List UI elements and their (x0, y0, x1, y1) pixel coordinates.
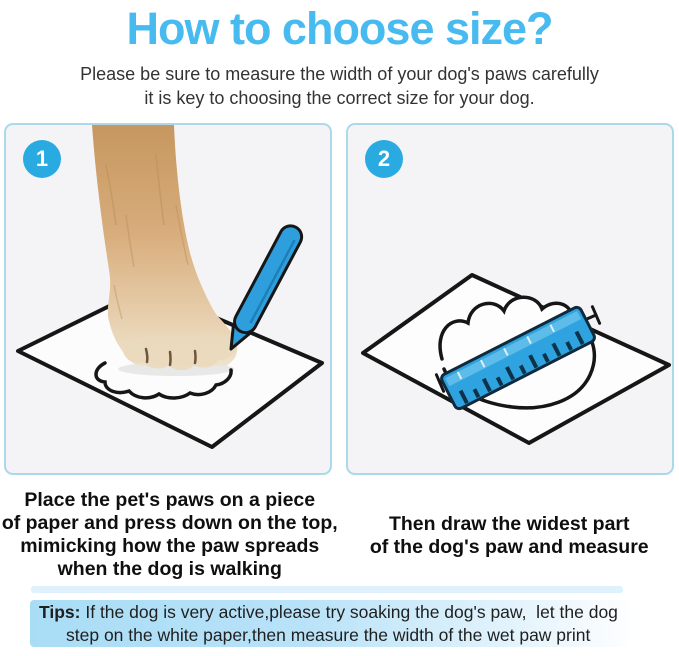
tips-banner (30, 600, 630, 647)
dog-leg-photo (92, 125, 237, 370)
marker-pen-icon (221, 222, 305, 354)
subtitle-line-2: it is key to choosing the correct size for your dog. (144, 88, 535, 108)
step-2-panel (346, 123, 674, 475)
tips-line-2: step on the white paper,then measure the width of the wet paw print (66, 625, 591, 645)
step-1-caption-line: when the dog is walking (57, 558, 282, 580)
step-1-caption-line: of paper and press down on the top, (1, 512, 338, 534)
subtitle-line-1: Please be sure to measure the width of your dog's paws carefully (80, 64, 599, 84)
step-captions (0, 489, 679, 581)
page-title: How to choose size? (126, 3, 553, 54)
step-1-panel (4, 123, 332, 475)
subtitle (0, 62, 679, 110)
step-1-caption-line: Place the pet's paws on a piece (24, 489, 316, 511)
tips-line-1-text: If the dog is very active,please try soaking the dog's paw, let the dog (80, 602, 618, 622)
step-2-illustration (348, 125, 672, 473)
step-1-badge: 1 (23, 140, 61, 178)
step-2-caption-line: of the dog's paw and measure (369, 536, 649, 558)
tips-label: Tips: (39, 602, 81, 622)
step-2-badge: 2 (365, 140, 403, 178)
tips-line-1 (30, 601, 630, 624)
step-1-caption (0, 489, 340, 581)
tips-accent-strip (31, 586, 623, 593)
step-2-caption (340, 489, 679, 581)
step-1-caption-line: mimicking how the paw spreads (20, 535, 320, 557)
step-1-illustration (6, 125, 330, 473)
step-2-caption-line: Then draw the widest part (388, 513, 630, 535)
step-panels (0, 123, 679, 475)
